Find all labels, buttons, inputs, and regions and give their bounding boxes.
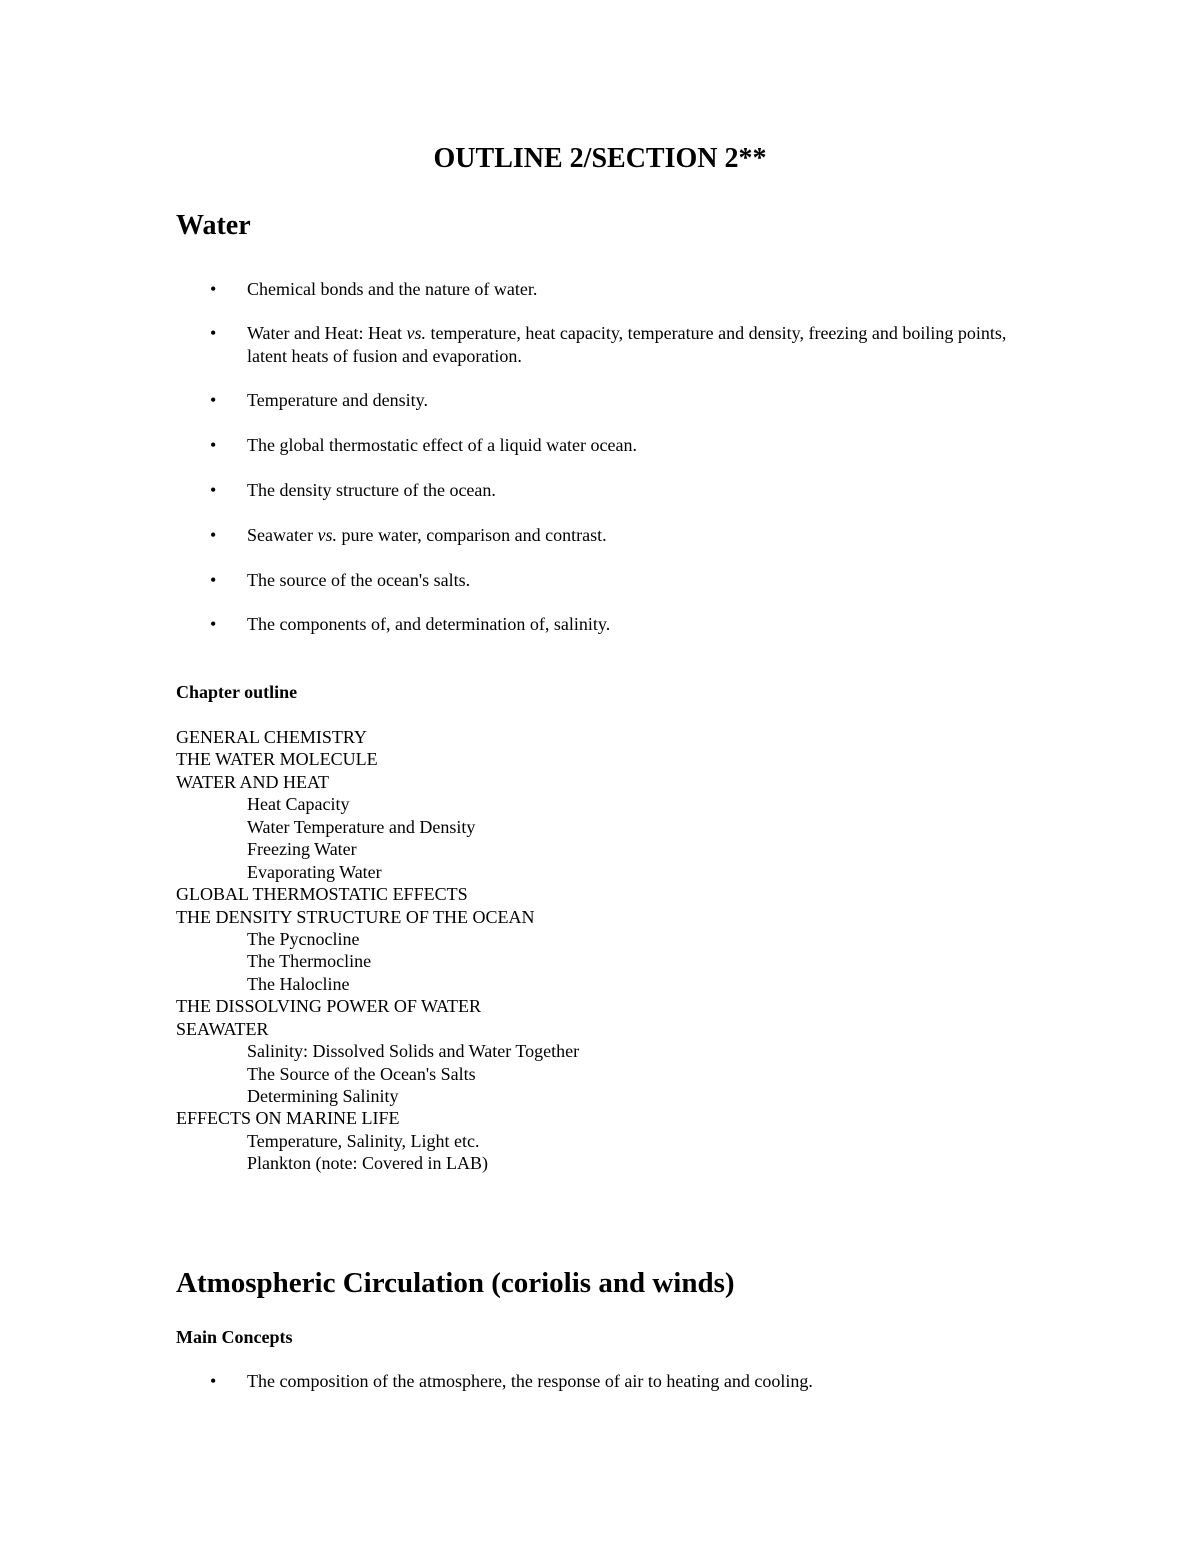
chapter-outline-list (176, 726, 579, 1175)
chapter-outline-heading: Chapter outline (176, 682, 298, 702)
bullet-text-part: temperature, heat capacity, temperature and density, freezing and boiling points, latent heats of fusion and evaporation. (247, 323, 1007, 366)
outline-subtopic: Water Temperature and Density (247, 816, 476, 837)
bullet-text-italic: vs. (406, 323, 426, 343)
bullet-icon: • (210, 390, 217, 410)
section-heading-water: Water (176, 210, 251, 241)
bullet-text: The composition of the atmosphere, the response of air to heating and cooling. (247, 1371, 813, 1391)
bullet-icon: • (210, 323, 217, 343)
bullet-icon: • (210, 1371, 217, 1391)
outline-subtopic: Plankton (note: Covered in LAB) (247, 1153, 488, 1174)
outline-subtopic: The Source of the Ocean's Salts (247, 1063, 476, 1084)
bullet-text (247, 322, 1037, 367)
outline-subtopic: Freezing Water (247, 839, 357, 860)
bullet-text: The density structure of the ocean. (247, 480, 496, 500)
bullet-text: The components of, and determination of, salinity. (247, 614, 611, 634)
outline-subtopic: Salinity: Dissolved Solids and Water Together (247, 1041, 580, 1062)
bullet-icon: • (210, 435, 217, 455)
outline-topic: EFFECTS ON MARINE LIFE (176, 1108, 400, 1129)
bullet-text-part: pure water, comparison and contrast. (336, 525, 607, 545)
outline-topic: GLOBAL THERMOSTATIC EFFECTS (176, 884, 468, 905)
bullet-text-part: Water and Heat: Heat (247, 323, 407, 343)
outline-topic: THE DISSOLVING POWER OF WATER (176, 996, 482, 1017)
bullet-text-part: Seawater (247, 525, 318, 545)
bullet-icon: • (210, 570, 217, 590)
bullet-text (247, 524, 1037, 547)
bullet-icon: • (210, 525, 217, 545)
bullet-icon: • (210, 614, 217, 634)
outline-subtopic: Determining Salinity (247, 1086, 399, 1106)
outline-topic: THE WATER MOLECULE (176, 749, 378, 770)
outline-subtopic: Temperature, Salinity, Light etc. (247, 1130, 480, 1151)
outline-topic: THE DENSITY STRUCTURE OF THE OCEAN (176, 906, 535, 927)
outline-topic: SEAWATER (176, 1018, 269, 1039)
outline-topic: WATER AND HEAT (176, 771, 329, 792)
section-heading-atmospheric-circulation: Atmospheric Circulation (coriolis and winds) (176, 1267, 735, 1299)
outline-subtopic: Heat Capacity (247, 794, 350, 815)
bullet-icon: • (210, 279, 217, 299)
main-concepts-heading: Main Concepts (176, 1327, 293, 1347)
outline-subtopic: The Thermocline (247, 951, 372, 972)
document-title: OUTLINE 2/SECTION 2** (433, 143, 767, 174)
outline-topic: GENERAL CHEMISTRY (176, 727, 367, 747)
bullet-icon: • (210, 480, 217, 500)
bullet-text: The source of the ocean's salts. (247, 570, 471, 590)
bullet-text: Temperature and density. (247, 390, 429, 410)
outline-subtopic: The Halocline (247, 973, 350, 994)
bullet-text: The global thermostatic effect of a liquid water ocean. (247, 435, 638, 455)
outline-subtopic: The Pycnocline (247, 928, 360, 949)
bullet-text-italic: vs. (317, 525, 337, 545)
outline-subtopic: Evaporating Water (247, 861, 382, 882)
bullet-text: Chemical bonds and the nature of water. (247, 279, 538, 299)
